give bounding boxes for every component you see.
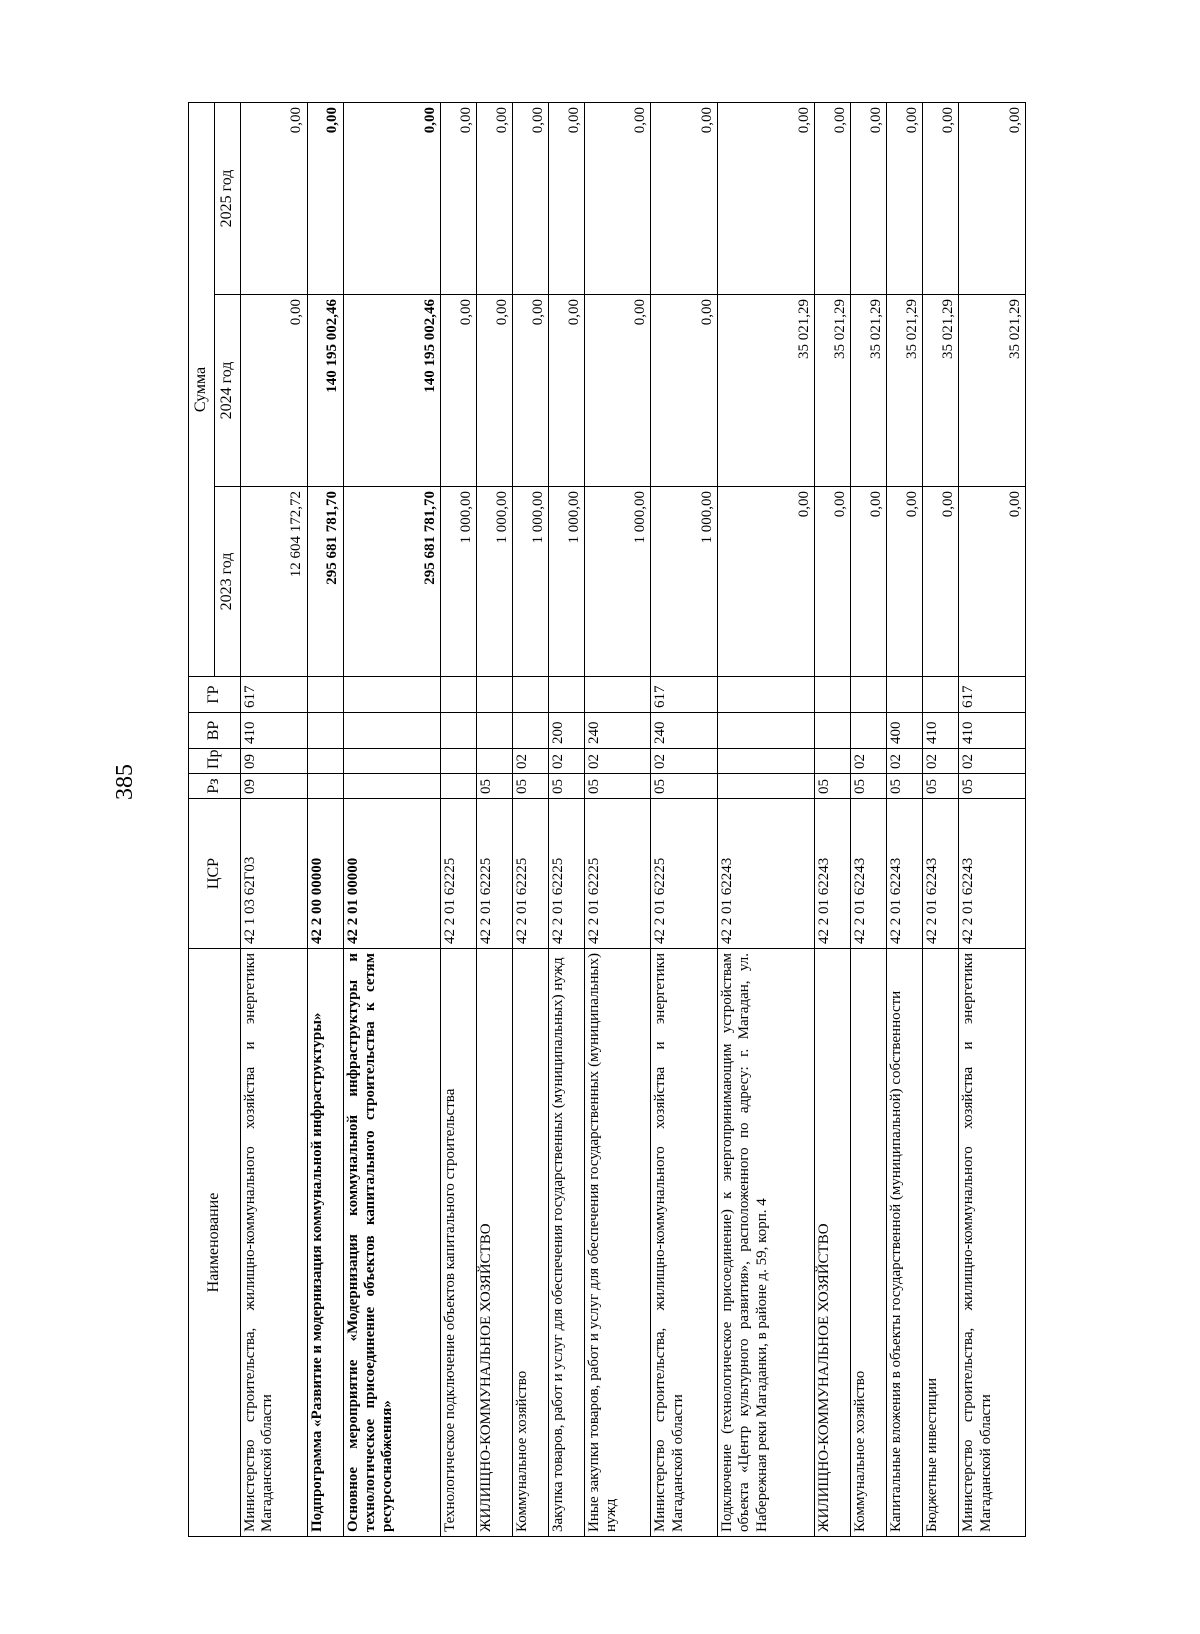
header-gr: ГР: [189, 677, 241, 713]
cell-rz: 05: [959, 774, 1026, 799]
cell-rz: 05: [923, 774, 959, 799]
cell-name: Коммунальное хозяйство: [512, 949, 548, 1537]
cell-gr: [512, 677, 548, 713]
cell-name: ЖИЛИЩНО-КОММУНАЛЬНОЕ ХОЗЯЙСТВО: [476, 949, 512, 1537]
cell-gr: 617: [959, 677, 1026, 713]
cell-gr: [851, 677, 887, 713]
cell-rz: 05: [548, 774, 584, 799]
cell-y2023: 1 000,00: [651, 487, 718, 677]
cell-csr: 42 2 01 62243: [887, 799, 923, 949]
cell-pr: [307, 749, 343, 774]
cell-pr: [440, 749, 476, 774]
cell-y2023: 0,00: [959, 487, 1026, 677]
cell-csr: 42 1 03 62Г03: [241, 799, 308, 949]
cell-name: ЖИЛИЩНО-КОММУНАЛЬНОЕ ХОЗЯЙСТВО: [815, 949, 851, 1537]
cell-y2024: 0,00: [512, 295, 548, 487]
cell-y2023: 0,00: [815, 487, 851, 677]
table-row: [718, 102, 815, 1536]
cell-y2024: 35 021,29: [959, 295, 1026, 487]
cell-csr: 42 2 01 62225: [476, 799, 512, 949]
cell-y2025: 0,00: [307, 102, 343, 294]
cell-vr: [343, 713, 440, 749]
budget-table: [188, 102, 1026, 1537]
cell-rz: [718, 774, 815, 799]
cell-y2024: 0,00: [651, 295, 718, 487]
cell-csr: 42 2 01 62243: [815, 799, 851, 949]
cell-gr: [923, 677, 959, 713]
cell-y2023: 0,00: [887, 487, 923, 677]
page-number: 385: [112, 764, 138, 800]
cell-y2024: 35 021,29: [718, 295, 815, 487]
cell-gr: [548, 677, 584, 713]
cell-csr: 42 2 01 62243: [851, 799, 887, 949]
cell-gr: [307, 677, 343, 713]
cell-y2023: 0,00: [923, 487, 959, 677]
cell-y2024: 0,00: [584, 295, 651, 487]
cell-csr: 42 2 01 62243: [959, 799, 1026, 949]
header-sum: Сумма: [189, 102, 215, 676]
cell-vr: [815, 713, 851, 749]
cell-y2024: 0,00: [241, 295, 308, 487]
cell-rz: 05: [851, 774, 887, 799]
cell-y2024: 0,00: [440, 295, 476, 487]
cell-y2023: 1 000,00: [548, 487, 584, 677]
cell-name: Капитальные вложения в объекты государственной (муниципальной) собственности: [887, 949, 923, 1537]
cell-rz: 05: [815, 774, 851, 799]
cell-y2023: 0,00: [718, 487, 815, 677]
cell-name: Министерство строительства, жилищно-коммунального хозяйства и энергетики Магаданской области: [241, 949, 308, 1537]
cell-name: Подключение (технологическое присоединение) к энергопринимающим устройствам объекта «Центр культурного развития», расположенного по адресу: г. Магадан, ул. Набережная реки Магаданки, в районе д. 59, корп. 4: [718, 949, 815, 1537]
cell-name: Иные закупки товаров, работ и услуг для обеспечения государственных (муниципальных) нужд: [584, 949, 651, 1537]
table-row: [307, 102, 343, 1536]
cell-y2025: 0,00: [887, 102, 923, 294]
cell-vr: 240: [584, 713, 651, 749]
header-pr: Пр: [189, 749, 241, 774]
cell-y2023: 295 681 781,70: [343, 487, 440, 677]
table-row: [548, 102, 584, 1536]
cell-csr: 42 2 01 00000: [343, 799, 440, 949]
cell-y2023: 0,00: [851, 487, 887, 677]
cell-y2023: 1 000,00: [584, 487, 651, 677]
cell-rz: 09: [241, 774, 308, 799]
cell-y2023: 1 000,00: [440, 487, 476, 677]
cell-rz: 05: [887, 774, 923, 799]
cell-gr: [815, 677, 851, 713]
cell-vr: 200: [548, 713, 584, 749]
cell-y2023: 1 000,00: [476, 487, 512, 677]
cell-name: Технологическое подключение объектов капитального строительства: [440, 949, 476, 1537]
cell-y2024: 140 195 002,46: [307, 295, 343, 487]
header-vr: ВР: [189, 713, 241, 749]
cell-vr: [851, 713, 887, 749]
table-row: [584, 102, 651, 1536]
cell-y2024: 35 021,29: [815, 295, 851, 487]
cell-rz: 05: [476, 774, 512, 799]
rotated-table-container: [188, 103, 1026, 1537]
cell-vr: [307, 713, 343, 749]
cell-gr: [440, 677, 476, 713]
cell-y2023: 295 681 781,70: [307, 487, 343, 677]
cell-vr: 240: [651, 713, 718, 749]
cell-y2025: 0,00: [548, 102, 584, 294]
header-rz: Рз: [189, 774, 241, 799]
cell-csr: 42 2 01 62243: [923, 799, 959, 949]
cell-y2025: 0,00: [512, 102, 548, 294]
cell-y2025: 0,00: [440, 102, 476, 294]
cell-y2024: 35 021,29: [851, 295, 887, 487]
cell-pr: 02: [887, 749, 923, 774]
table-row: [815, 102, 851, 1536]
cell-gr: 617: [241, 677, 308, 713]
cell-gr: 617: [651, 677, 718, 713]
cell-gr: [718, 677, 815, 713]
header-csr: ЦСР: [189, 799, 241, 949]
cell-vr: 410: [241, 713, 308, 749]
cell-vr: [440, 713, 476, 749]
cell-pr: [718, 749, 815, 774]
cell-csr: 42 2 01 62225: [548, 799, 584, 949]
cell-y2024: 0,00: [476, 295, 512, 487]
header-name: Наименование: [189, 949, 241, 1537]
table-row: [241, 102, 308, 1536]
cell-y2025: 0,00: [343, 102, 440, 294]
cell-pr: [476, 749, 512, 774]
cell-vr: 400: [887, 713, 923, 749]
cell-rz: 05: [512, 774, 548, 799]
cell-gr: [887, 677, 923, 713]
table-body: [241, 102, 1026, 1536]
table-row: [440, 102, 476, 1536]
cell-y2025: 0,00: [815, 102, 851, 294]
cell-name: Министерство строительства, жилищно-коммунального хозяйства и энергетики Магаданской области: [959, 949, 1026, 1537]
cell-pr: 02: [923, 749, 959, 774]
cell-csr: 42 2 01 62225: [584, 799, 651, 949]
cell-csr: 42 2 01 62243: [718, 799, 815, 949]
cell-y2025: 0,00: [651, 102, 718, 294]
cell-rz: [440, 774, 476, 799]
table-row: [343, 102, 440, 1536]
cell-name: Коммунальное хозяйство: [851, 949, 887, 1537]
cell-vr: 410: [959, 713, 1026, 749]
cell-pr: 02: [851, 749, 887, 774]
cell-y2025: 0,00: [476, 102, 512, 294]
cell-vr: [718, 713, 815, 749]
table-row: [476, 102, 512, 1536]
cell-pr: 02: [512, 749, 548, 774]
cell-name: Закупка товаров, работ и услуг для обеспечения государственных (муниципальных) нужд: [548, 949, 584, 1537]
cell-y2024: 0,00: [548, 295, 584, 487]
cell-y2025: 0,00: [851, 102, 887, 294]
cell-gr: [343, 677, 440, 713]
cell-y2025: 0,00: [959, 102, 1026, 294]
cell-y2024: 35 021,29: [923, 295, 959, 487]
cell-y2023: 1 000,00: [512, 487, 548, 677]
cell-pr: [815, 749, 851, 774]
cell-pr: [343, 749, 440, 774]
cell-y2025: 0,00: [718, 102, 815, 294]
cell-csr: 42 2 01 62225: [440, 799, 476, 949]
cell-name: Основное мероприятие «Модернизация коммунальной инфраструктуры и технологическое присоединение объектов капитального строительства к сетям ресурсоснабжения»: [343, 949, 440, 1537]
table-row: [512, 102, 548, 1536]
cell-y2025: 0,00: [584, 102, 651, 294]
cell-gr: [476, 677, 512, 713]
cell-rz: 05: [584, 774, 651, 799]
cell-pr: 02: [651, 749, 718, 774]
cell-pr: 02: [548, 749, 584, 774]
cell-y2024: 35 021,29: [887, 295, 923, 487]
cell-name: Бюджетные инвестиции: [923, 949, 959, 1537]
table-row: [959, 102, 1026, 1536]
table-row: [887, 102, 923, 1536]
cell-rz: [343, 774, 440, 799]
cell-name: Министерство строительства, жилищно-коммунального хозяйства и энергетики Магаданской области: [651, 949, 718, 1537]
cell-csr: 42 2 01 62225: [651, 799, 718, 949]
cell-csr: 42 2 01 62225: [512, 799, 548, 949]
cell-pr: 09: [241, 749, 308, 774]
table-row: [923, 102, 959, 1536]
cell-gr: [584, 677, 651, 713]
cell-csr: 42 2 00 00000: [307, 799, 343, 949]
header-year-2025: 2025 год: [215, 102, 241, 294]
cell-vr: 410: [923, 713, 959, 749]
cell-rz: [307, 774, 343, 799]
cell-pr: 02: [959, 749, 1026, 774]
table-row: [651, 102, 718, 1536]
cell-y2023: 12 604 172,72: [241, 487, 308, 677]
cell-vr: [512, 713, 548, 749]
cell-vr: [476, 713, 512, 749]
header-year-2023: 2023 год: [215, 487, 241, 677]
cell-y2025: 0,00: [923, 102, 959, 294]
table-row: [851, 102, 887, 1536]
cell-y2025: 0,00: [241, 102, 308, 294]
cell-pr: 02: [584, 749, 651, 774]
cell-name: Подпрограмма «Развитие и модернизация коммунальной инфраструктуры»: [307, 949, 343, 1537]
cell-y2024: 140 195 002,46: [343, 295, 440, 487]
header-year-2024: 2024 год: [215, 295, 241, 487]
cell-rz: 05: [651, 774, 718, 799]
